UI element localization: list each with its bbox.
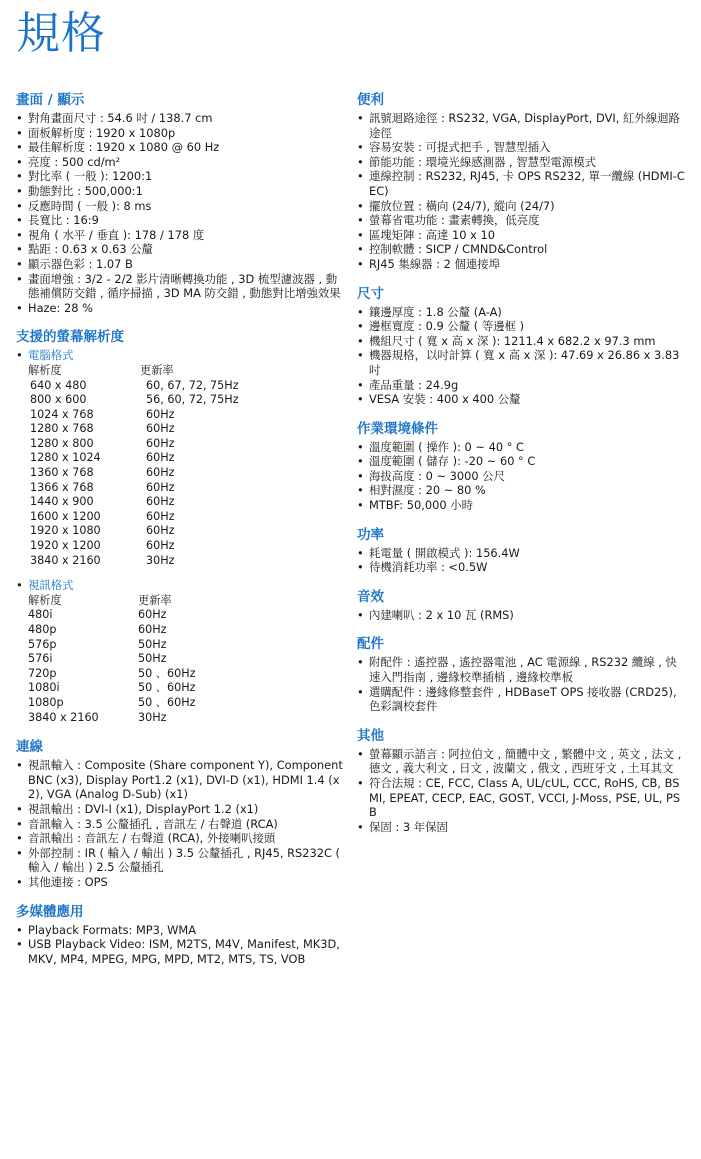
pc-refresh-cell: 56, 60, 72, 75Hz <box>146 393 239 407</box>
table-row <box>28 623 196 638</box>
page-title: 規格 <box>16 8 106 59</box>
pc-refresh-cell: 60Hz <box>146 509 175 523</box>
list-item: • 動態對比 : 500,000:1 <box>16 184 346 199</box>
pc-refresh-cell: 60Hz <box>146 422 175 436</box>
list-item: • 溫度範圍 ( 儲存 ): -20 ~ 60 ° C <box>357 454 687 469</box>
list-item: • 待機消耗功率 : <0.5W <box>357 560 687 575</box>
pc-resolution-cell: 3840 x 2160 <box>30 553 101 567</box>
pc-refresh-cell: 60Hz <box>146 451 175 465</box>
multimedia-section <box>16 904 346 967</box>
video-resolution-cell: 576i <box>28 652 53 666</box>
list-item: • 面板解析度 : 1920 x 1080p <box>16 126 346 141</box>
pc-refresh-cell: 60Hz <box>146 436 175 450</box>
video-resolution-col-header: 解析度 <box>28 593 62 607</box>
pc-refresh-cell: 60Hz <box>146 407 175 421</box>
list-item: • 亮度 : 500 cd/m² <box>16 155 346 170</box>
table-row <box>28 524 239 539</box>
left-column <box>16 92 346 980</box>
video-resolution-cell: 576p <box>28 637 57 651</box>
dimensions-list <box>357 305 687 407</box>
pc-resolution-col-header: 解析度 <box>28 363 62 377</box>
table-row <box>28 408 239 423</box>
display-section <box>16 92 346 315</box>
table-row <box>28 667 196 682</box>
list-item: • 畫面增強 : 3/2 - 2/2 影片清晰轉換功能 , 3D 梳型濾波器 , 動態補償防交錯 , 循序掃描 , 3D MA 防交錯 , 動態對比增強效果 <box>16 272 346 301</box>
table-row <box>28 696 196 711</box>
list-item: • 邊框寬度 : 0.9 公釐 ( 等邊框 ) <box>357 319 687 334</box>
list-item: • VESA 安裝 : 400 x 400 公釐 <box>357 392 687 407</box>
operating-list <box>357 440 687 513</box>
table-row <box>28 451 239 466</box>
dimensions-section <box>357 286 687 407</box>
table-row <box>28 608 196 623</box>
pc-refresh-cell: 60Hz <box>146 524 175 538</box>
video-table-body <box>28 608 196 725</box>
list-item: • 長寬比 : 16:9 <box>16 213 346 228</box>
display-section-title: 畫面 / 顯示 <box>16 92 85 108</box>
video-resolution-cell: 480p <box>28 623 57 636</box>
video-refresh-cell: 50Hz <box>138 637 167 651</box>
video-refresh-cell: 30Hz <box>138 710 167 724</box>
connectivity-section-title: 連線 <box>16 739 43 756</box>
pc-resolution-cell: 1280 x 800 <box>30 436 94 450</box>
table-row <box>28 466 239 481</box>
video-refresh-cell: 50Hz <box>138 652 167 666</box>
list-item: • 溫度範圍 ( 操作 ): 0 ~ 40 ° C <box>357 440 687 455</box>
pc-refresh-cell: 60, 67, 72, 75Hz <box>146 378 239 392</box>
pc-refresh-cell: 30Hz <box>146 553 175 567</box>
misc-list <box>357 747 687 835</box>
list-item: • 容易安裝 : 可提式把手 , 智慧型插入 <box>357 140 687 155</box>
pc-resolution-cell: 800 x 600 <box>30 393 87 407</box>
pc-refresh-cell: 60Hz <box>146 466 175 480</box>
video-resolution-table <box>28 594 196 725</box>
video-refresh-cell: 60Hz <box>138 623 167 636</box>
list-item: • 視訊輸出 : DVI-I (x1), DisplayPort 1.2 (x1) <box>16 802 346 817</box>
table-header-row <box>28 364 239 379</box>
list-item: • 節能功能 : 環境光線感測器 , 智慧型電源模式 <box>357 155 687 170</box>
pc-resolution-cell: 1920 x 1200 <box>30 539 101 553</box>
list-item: • 海拔高度 : 0 ~ 3000 公尺 <box>357 469 687 484</box>
pc-resolution-table <box>28 364 239 568</box>
pc-refresh-cell: 60Hz <box>146 539 175 553</box>
list-item: • 鑲邊厚度 : 1.8 公釐 (A-A) <box>357 305 687 320</box>
list-item: • 內建喇叭 : 2 x 10 瓦 (RMS) <box>357 608 687 623</box>
pc-resolution-cell: 1280 x 1024 <box>30 451 101 465</box>
convenience-section-title: 便利 <box>357 92 384 108</box>
table-row <box>28 711 196 726</box>
list-item: • 附配件 : 遙控器 , 遙控器電池 , AC 電源線 , RS232 纜線 , 快速入門指南 , 邊緣校準插梢 , 邊緣校準板 <box>357 655 687 684</box>
multimedia-section-title: 多媒體應用 <box>16 903 84 920</box>
list-item: • 視訊輸入 : Composite (Share component Y), Component BNC (x3), Display Port1.2 (x1), DVI-D (x1), HDMI 1.4 (x2), VGA (Analog D-Sub) (x1) <box>16 758 346 802</box>
list-item: • 符合法規 : CE, FCC, Class A, UL/cUL, CCC, RoHS, CB, BSMI, EPEAT, CECP, EAC, GOST, VCCI, J-Moss, PSE, UL, PSB <box>357 776 687 820</box>
table-row <box>28 638 196 653</box>
pc-table-body <box>28 379 239 569</box>
list-item: • 選購配件 : 邊緣修整套件 , HDBaseT OPS 接收器 (CRD25), 色彩調校套件 <box>357 685 687 714</box>
list-item: • 對比率 ( 一般 ): 1200:1 <box>16 169 346 184</box>
convenience-list <box>357 111 687 272</box>
pc-refresh-cell: 60Hz <box>146 480 175 494</box>
table-row <box>28 510 239 525</box>
video-refresh-cell: 50 、60Hz <box>138 681 196 695</box>
power-section <box>357 527 687 575</box>
pc-resolution-cell: 1600 x 1200 <box>30 509 101 523</box>
accessories-section <box>357 636 687 713</box>
list-item: • 保固 : 3 年保固 <box>357 820 687 835</box>
table-row <box>28 422 239 437</box>
list-item: • USB Playback Video: ISM, M2TS, M4V, Manifest, MK3D, MKV, MP4, MPEG, MPG, MPD, MT2, MTS, TS, VOB <box>16 937 346 966</box>
table-row <box>28 681 196 696</box>
list-item: • 擺放位置 : 橫向 (24/7), 縱向 (24/7) <box>357 199 687 214</box>
table-row <box>28 495 239 510</box>
video-resolution-cell: 480i <box>28 608 53 622</box>
list-item: • 最佳解析度 : 1920 x 1080 @ 60 Hz <box>16 140 346 155</box>
accessories-section-title: 配件 <box>357 636 384 653</box>
table-row <box>28 652 196 667</box>
pc-refresh-cell: 60Hz <box>146 495 175 509</box>
list-item: • Playback Formats: MP3, WMA <box>16 923 346 938</box>
list-item: • 反應時間 ( 一般 ): 8 ms <box>16 199 346 214</box>
pc-resolution-cell: 1366 x 768 <box>30 480 94 494</box>
list-item: • 顯示器色彩 : 1.07 B <box>16 257 346 272</box>
video-resolution-cell: 1080p <box>28 695 64 709</box>
table-header-row <box>28 594 196 609</box>
connectivity-section <box>16 739 346 889</box>
pc-format-label: • 電腦格式 <box>16 348 346 363</box>
pc-resolution-cell: 1440 x 900 <box>30 495 94 509</box>
pc-resolution-cell: 1920 x 1080 <box>30 524 101 538</box>
list-item: • 產品重量 : 24.9g <box>357 378 687 393</box>
convenience-section <box>357 92 687 272</box>
power-list <box>357 546 687 575</box>
right-column <box>357 92 687 848</box>
pc-format-list <box>16 348 346 363</box>
sound-section-title: 音效 <box>357 588 384 605</box>
list-item: • 訊號迴路途徑 : RS232, VGA, DisplayPort, DVI, 紅外線迴路途徑 <box>357 111 687 140</box>
video-format-list <box>16 578 346 593</box>
list-item: • 機器規格，以吋計算 ( 寬 x 高 x 深 ): 47.69 x 26.86 x 3.83 吋 <box>357 348 687 377</box>
video-format-label: • 視訊格式 <box>16 578 346 593</box>
list-item: • 連線控制 : RS232, RJ45, 卡 OPS RS232, 單一纜線 (HDMI-CEC) <box>357 169 687 198</box>
list-item: • 螢幕省電功能 : 畫素轉換，低亮度 <box>357 213 687 228</box>
operating-section <box>357 421 687 513</box>
list-item: • 對角畫面尺寸 : 54.6 吋 / 138.7 cm <box>16 111 346 126</box>
list-item: • 外部控制 : IR ( 輸入 / 輸出 ) 3.5 公釐插孔 , RJ45, RS232C ( 輸入 / 輸出 ) 2.5 公釐插孔 <box>16 846 346 875</box>
table-row <box>28 554 239 569</box>
list-item: • 相對濕度 : 20 ~ 80 % <box>357 483 687 498</box>
video-refresh-col-header: 更新率 <box>138 593 172 607</box>
power-section-title: 功率 <box>357 526 384 543</box>
table-row <box>28 437 239 452</box>
dimensions-section-title: 尺寸 <box>357 285 384 302</box>
pc-resolution-cell: 1024 x 768 <box>30 407 94 421</box>
list-item: • 耗電量 ( 開啟模式 ): 156.4W <box>357 546 687 561</box>
list-item: • MTBF: 50,000 小時 <box>357 498 687 513</box>
video-resolution-cell: 3840 x 2160 <box>28 710 99 724</box>
accessories-list <box>357 655 687 713</box>
misc-section <box>357 728 687 835</box>
table-row <box>28 481 239 496</box>
list-item: • RJ45 集線器 : 2 個連接埠 <box>357 257 687 272</box>
resolution-section-title: 支援的螢幕解析度 <box>16 329 124 346</box>
resolution-section <box>16 329 346 725</box>
table-row <box>28 539 239 554</box>
sound-section <box>357 589 687 623</box>
video-resolution-cell: 1080i <box>28 681 60 695</box>
pc-resolution-cell: 1360 x 768 <box>30 466 94 480</box>
table-row <box>28 393 239 408</box>
display-list <box>16 111 346 315</box>
video-resolution-cell: 720p <box>28 666 57 680</box>
list-item: • 音訊輸入 : 3.5 公釐插孔 , 音訊左 / 右聲道 (RCA) <box>16 817 346 832</box>
multimedia-list <box>16 923 346 967</box>
list-item: • Haze: 28 % <box>16 301 346 316</box>
list-item: • 其他連接 : OPS <box>16 875 346 890</box>
connectivity-list <box>16 758 346 889</box>
pc-resolution-cell: 640 x 480 <box>30 378 87 392</box>
operating-section-title: 作業環境條件 <box>357 420 438 437</box>
list-item: • 螢幕顯示語言 : 阿拉伯文 , 簡體中文 , 繁體中文 , 英文 , 法文 , 德文 , 義大利文 , 日文 , 波蘭文 , 俄文 , 西班牙文 , 土耳其文 <box>357 747 687 776</box>
table-row <box>28 379 239 394</box>
pc-refresh-col-header: 更新率 <box>140 363 174 377</box>
list-item: • 機組尺寸 ( 寬 x 高 x 深 ): 1211.4 x 682.2 x 97.3 mm <box>357 334 687 349</box>
misc-section-title: 其他 <box>357 727 384 744</box>
list-item: • 控制軟體 : SICP / CMND&Control <box>357 242 687 257</box>
list-item: • 視角 ( 水平 / 垂直 ): 178 / 178 度 <box>16 228 346 243</box>
list-item: • 區塊矩陣 : 高達 10 x 10 <box>357 228 687 243</box>
sound-list <box>357 608 687 623</box>
list-item: • 音訊輸出 : 音訊左 / 右聲道 (RCA), 外接喇叭接頭 <box>16 831 346 846</box>
video-refresh-cell: 60Hz <box>138 608 167 622</box>
video-refresh-cell: 50 、60Hz <box>138 695 196 709</box>
list-item: • 點距 : 0.63 x 0.63 公釐 <box>16 242 346 257</box>
pc-resolution-cell: 1280 x 768 <box>30 422 94 436</box>
video-refresh-cell: 50 、60Hz <box>138 666 196 680</box>
